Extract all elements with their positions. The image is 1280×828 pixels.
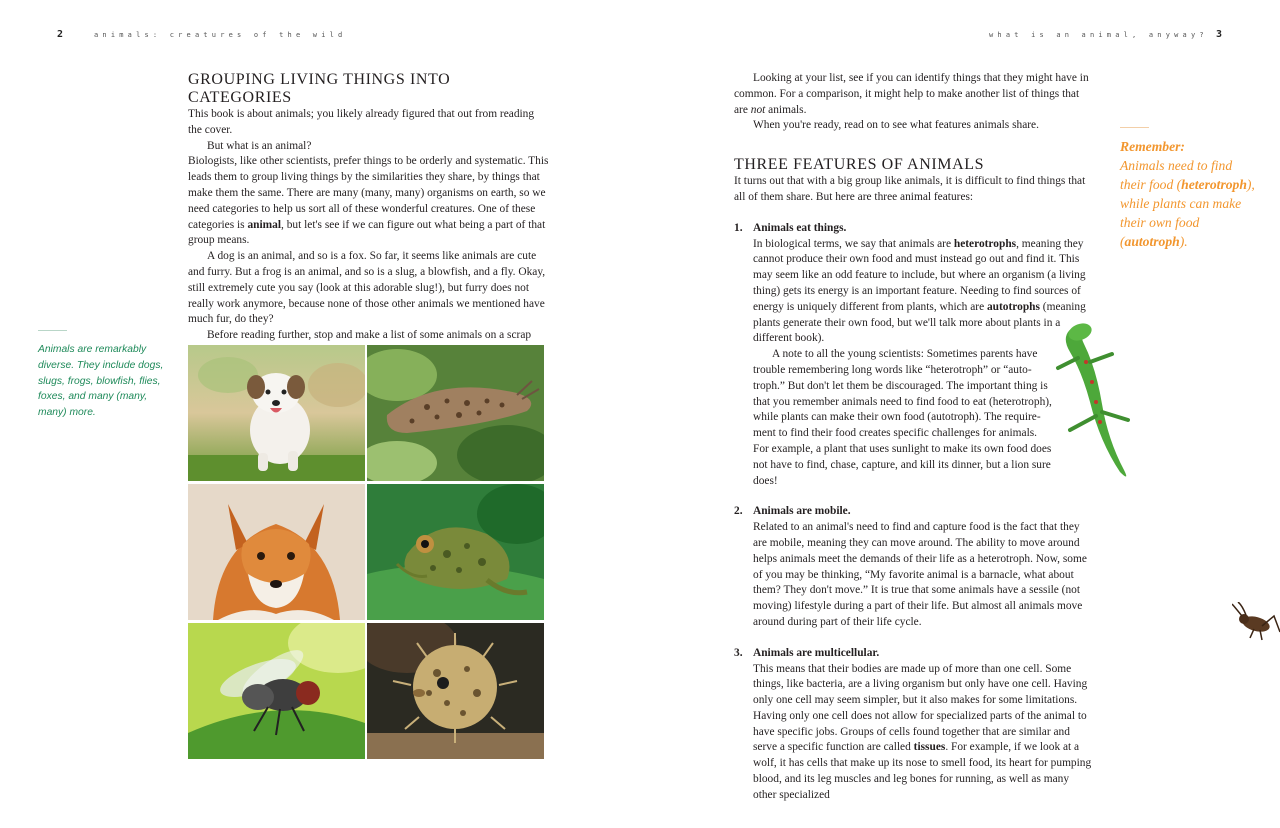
features-intro bbox=[734, 174, 1092, 206]
running-head-left: animals: creatures of the wild bbox=[94, 31, 347, 39]
paragraph: A note to all the young scientists: Sometimes parents have trouble remembering long words like “heterotroph” or “auto-troph.” But don't let them be discouraged. The important thing is that you remember animals need to find food to eat (heterotroph), while plants can make their own food (autotroph). The require-ment to find their food creates specific challenges for animals. For example, a plant that uses sunlight to make its own food does not have to find, chase, capture, and kill its dinner, but a lion sure does! bbox=[753, 348, 1052, 487]
paragraph: This book is about animals; you likely already figured that out from reading the cover. bbox=[188, 108, 535, 136]
feature-title: Animals are multicellular. bbox=[753, 646, 880, 659]
sidebar-note-left: Animals are remarkably diverse. They include dogs, slugs, frogs, blowfish, flies, foxes, and many (many, many) more. bbox=[38, 344, 164, 419]
section-heading-features: THREE FEATURES OF ANIMALS bbox=[734, 156, 985, 174]
blowfish-photo bbox=[367, 623, 544, 759]
term-animal: animal bbox=[247, 218, 282, 231]
emphasis-not: not bbox=[750, 103, 766, 116]
paragraph: Looking at your list, see if you can identify things that they might have in common. For a comparison, it might help to make another list of things that are not animals. bbox=[734, 72, 1089, 116]
fly-photo bbox=[188, 623, 365, 759]
cricket-image bbox=[1232, 602, 1280, 644]
paragraph: Biologists, like other scientists, prefer things to be orderly and systematic. This leads them to group living things by the similarities they share, by things that make them the same. There are many (many, many) organisms on earth, so we need categories to help us sort all of these wonderful creatures. One of these categories is animal, but let's see if we can figure out what being a part of that group means. bbox=[188, 155, 549, 247]
frog-photo bbox=[367, 484, 544, 620]
feature-item-3 bbox=[734, 646, 1092, 804]
feature-item-1 bbox=[734, 221, 1092, 490]
term-heterotrophs: heterotrophs bbox=[953, 237, 1017, 250]
term-autotrophs: autotrophs bbox=[986, 300, 1040, 313]
fox-photo bbox=[188, 484, 365, 620]
left-text-column bbox=[188, 71, 550, 360]
paragraph: In biological terms, we say that animals are heterotrophs, meaning they cannot produce their own food and must instead go out and find it. This may seem like an odd feature to include, but where an organism (a living thing) gets its energy is an important feature. Needing to find sources of energy is uniquely different from plants, which are autotrophs (meaning plants generate their own food, but we'll talk more about plants in a different book). bbox=[753, 237, 1086, 345]
dog-photo bbox=[188, 345, 365, 481]
feature-item-2 bbox=[734, 504, 1092, 630]
paragraph: But what is an animal? bbox=[207, 139, 312, 152]
right-text-column bbox=[734, 71, 1092, 804]
gecko-image bbox=[1050, 322, 1140, 482]
page-number-right: 3 bbox=[1216, 29, 1223, 40]
animal-photo-grid bbox=[188, 345, 546, 761]
right-intro-text bbox=[734, 71, 1092, 134]
feature-title: Animals are mobile. bbox=[753, 505, 851, 518]
feature-number: 2. bbox=[734, 505, 743, 518]
sidebar-rule-left bbox=[38, 330, 67, 331]
feature-number: 3. bbox=[734, 646, 743, 659]
page-number-left: 2 bbox=[57, 29, 64, 40]
sidebar-note-body: Animals need to find their food (heterotroph), while plants can make their own food (autotroph). bbox=[1120, 158, 1255, 249]
paragraph: This means that their bodies are made up of more than one cell. Some things, like bacteria, are a living organism but only have one cell. Having only one cell may seem simpler, but it also makes for some limitations. Having only one cell does not allow for specialized parts of the animal to have specific jobs. Groups of cells found together that are similar and serve a specific function are called tissues. For example, if we look at a wolf, it has cells that make up its nose to smell food, its heart for pumping blood, and its leg muscles and leg bones for running, as well as many other specialized bbox=[753, 662, 1092, 801]
section-heading-grouping: GROUPING LIVING THINGS INTO CATEGORIES bbox=[188, 71, 451, 106]
feature-number: 1. bbox=[734, 221, 743, 234]
paragraph: When you're ready, read on to see what features animals share. bbox=[753, 119, 1039, 132]
feature-title: Animals eat things. bbox=[753, 221, 847, 234]
left-body-text bbox=[188, 107, 550, 360]
sidebar-rule-right bbox=[1120, 127, 1149, 128]
slug-photo bbox=[367, 345, 544, 481]
sidebar-note-right bbox=[1120, 137, 1260, 251]
paragraph: Before reading further, stop and make a list of some animals on a scrap bbox=[207, 329, 532, 342]
running-head-right: what is an animal, anyway? bbox=[989, 31, 1208, 39]
paragraph: A dog is an animal, and so is a fox. So far, it seems like animals are cute and furry. But a frog is an animal, and so is a slug, a blowfish, and a fly. Okay, still extremely cute you say (look at this adorable slug!), but furry does not really work anymore, because none of those other animals we mentioned have much fur, do they? bbox=[188, 250, 546, 326]
sidebar-note-title: Remember: bbox=[1120, 139, 1185, 154]
term-tissues: tissues bbox=[913, 741, 946, 754]
paragraph: It turns out that with a big group like animals, it is difficult to find things that all of them share. But here are three animal features: bbox=[734, 175, 1086, 203]
paragraph: Related to an animal's need to find and capture food is the fact that they are mobile, meaning they can move around. The ability to move around helps animals meet the demands of their life as a heterotroph. Now, some of you may be thinking, “My favorite animal is a barnacle, what about them? They don't move.” It is true that some animals have a sessile (not moving) lifestyle during a part of their life. But almost all animals move around during part of their life cycle. bbox=[753, 521, 1087, 628]
